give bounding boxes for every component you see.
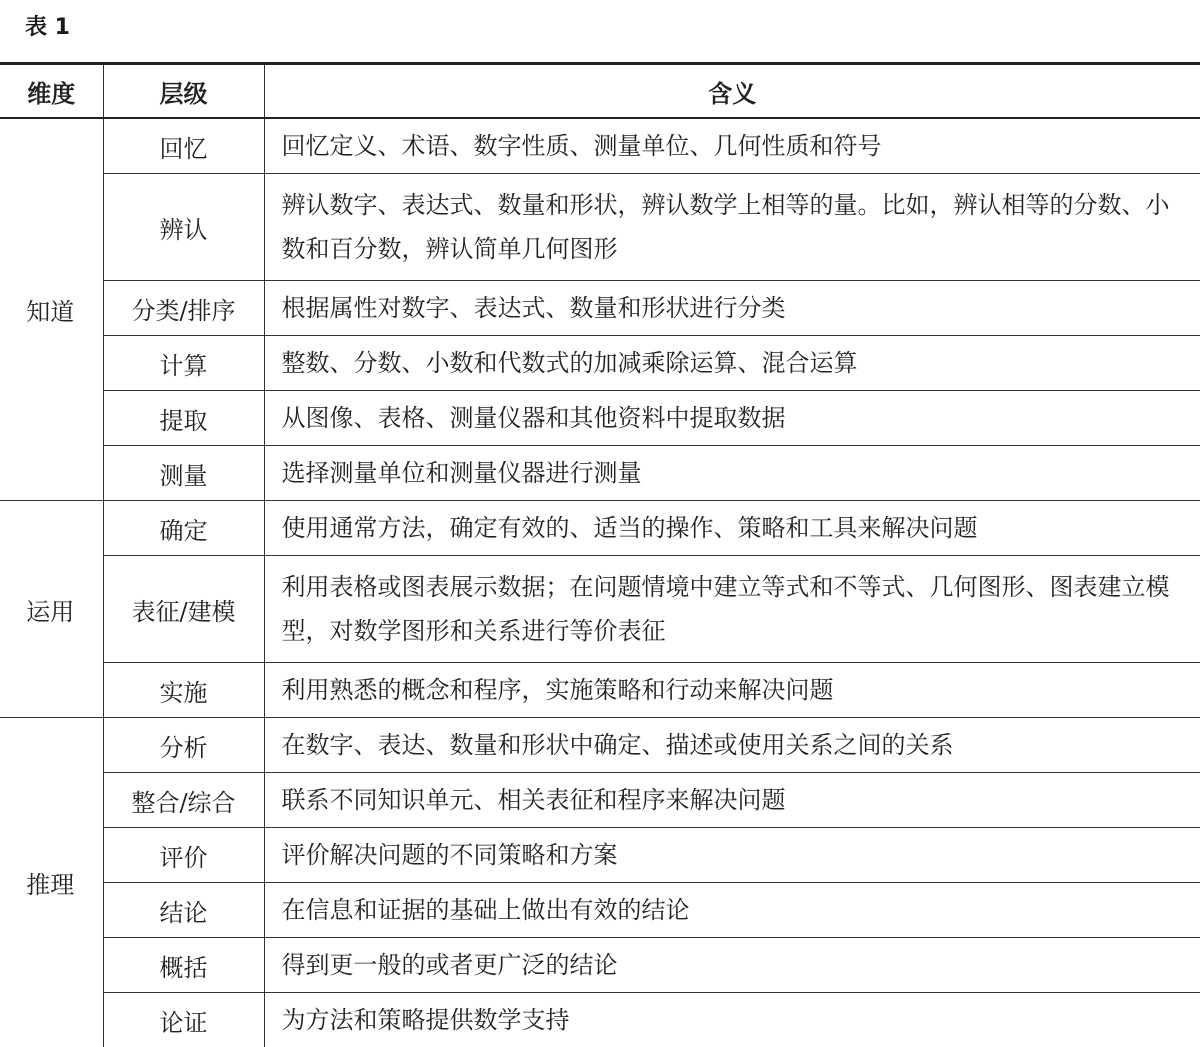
table-row (0, 556, 1200, 663)
level-cell: 整合/综合 (103, 773, 264, 828)
meaning-cell: 整数、分数、小数和代数式的加减乘除运算、混合运算 (264, 336, 1200, 391)
table-row (0, 281, 1200, 336)
table-header-row (0, 64, 1200, 119)
table-row (0, 663, 1200, 718)
meaning-cell: 在数字、表达、数量和形状中确定、描述或使用关系之间的关系 (264, 718, 1200, 773)
table-row (0, 118, 1200, 174)
meaning-cell: 评价解决问题的不同策略和方案 (264, 828, 1200, 883)
table-row (0, 938, 1200, 993)
table-row (0, 883, 1200, 938)
level-cell: 结论 (103, 883, 264, 938)
meaning-cell: 辨认数字、表达式、数量和形状，辨认数学上相等的量。比如，辨认相等的分数、小数和百分数，辨认简单几何图形 (264, 174, 1200, 281)
table-row (0, 391, 1200, 446)
dimension-cell: 知道 (0, 118, 103, 501)
cognitive-dimension-table (0, 62, 1200, 1047)
meaning-cell: 根据属性对数字、表达式、数量和形状进行分类 (264, 281, 1200, 336)
table-row (0, 993, 1200, 1047)
level-cell: 分类/排序 (103, 281, 264, 336)
level-cell: 表征/建模 (103, 556, 264, 663)
table-row (0, 446, 1200, 501)
table-row (0, 336, 1200, 391)
meaning-cell: 联系不同知识单元、相关表征和程序来解决问题 (264, 773, 1200, 828)
meaning-cell: 从图像、表格、测量仪器和其他资料中提取数据 (264, 391, 1200, 446)
level-cell: 分析 (103, 718, 264, 773)
meaning-cell: 为方法和策略提供数学支持 (264, 993, 1200, 1047)
table-row (0, 718, 1200, 773)
meaning-cell: 回忆定义、术语、数字性质、测量单位、几何性质和符号 (264, 118, 1200, 174)
meaning-cell: 利用熟悉的概念和程序，实施策略和行动来解决问题 (264, 663, 1200, 718)
header-dimension: 维度 (0, 64, 103, 119)
table-row (0, 773, 1200, 828)
dimension-cell: 运用 (0, 501, 103, 718)
meaning-cell: 选择测量单位和测量仪器进行测量 (264, 446, 1200, 501)
level-cell: 评价 (103, 828, 264, 883)
dimension-cell: 推理 (0, 718, 103, 1047)
meaning-cell: 利用表格或图表展示数据；在问题情境中建立等式和不等式、几何图形、图表建立模型，对数学图形和关系进行等价表征 (264, 556, 1200, 663)
level-cell: 论证 (103, 993, 264, 1047)
meaning-cell: 在信息和证据的基础上做出有效的结论 (264, 883, 1200, 938)
level-cell: 回忆 (103, 118, 264, 174)
table-caption: 表 1 (25, 14, 70, 42)
header-level: 层级 (103, 64, 264, 119)
header-meaning: 含义 (264, 64, 1200, 119)
table-row (0, 174, 1200, 281)
meaning-cell: 得到更一般的或者更广泛的结论 (264, 938, 1200, 993)
meaning-cell: 使用通常方法，确定有效的、适当的操作、策略和工具来解决问题 (264, 501, 1200, 556)
table-row (0, 828, 1200, 883)
level-cell: 确定 (103, 501, 264, 556)
level-cell: 辨认 (103, 174, 264, 281)
table-row (0, 501, 1200, 556)
level-cell: 测量 (103, 446, 264, 501)
level-cell: 提取 (103, 391, 264, 446)
level-cell: 概括 (103, 938, 264, 993)
level-cell: 实施 (103, 663, 264, 718)
level-cell: 计算 (103, 336, 264, 391)
